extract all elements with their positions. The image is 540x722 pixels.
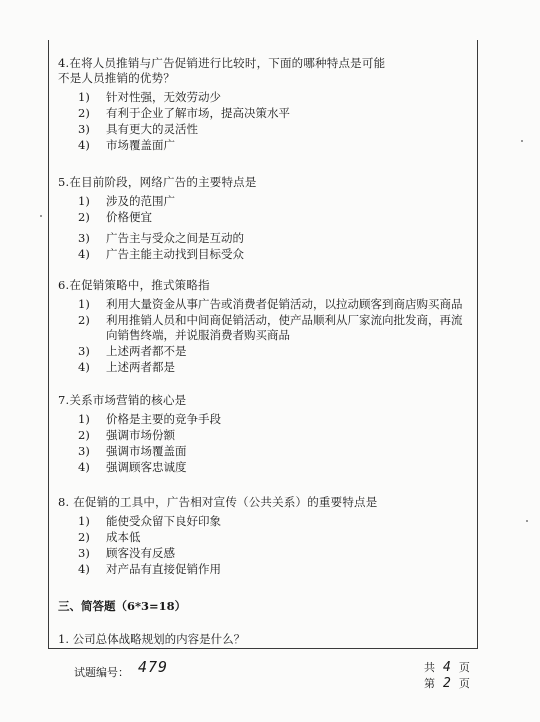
option-text: 价格是主要的竞争手段 xyxy=(106,412,221,426)
option-number: 3) xyxy=(78,444,90,458)
option-text: 利用大量资金从事广告或消费者促销活动，以拉动顾客到商店购买商品 xyxy=(106,297,463,311)
question-stem xyxy=(58,393,468,408)
question-stem-line: 不是人员推销的优势？ xyxy=(58,71,175,85)
option xyxy=(58,106,468,121)
total-pages xyxy=(424,660,470,676)
question-stem xyxy=(58,56,468,86)
option xyxy=(58,210,468,225)
option xyxy=(58,194,468,209)
option-text: 有利于企业了解市场，提高决策水平 xyxy=(106,106,290,120)
current-page-value: 2 xyxy=(443,676,451,691)
option xyxy=(58,360,468,375)
option-number: 4) xyxy=(78,360,90,374)
option xyxy=(58,562,468,577)
question-stem-line: 7.关系市场营销的核心是 xyxy=(58,393,187,407)
option-number: 1) xyxy=(78,90,90,104)
scan-speck xyxy=(526,520,528,522)
question-6 xyxy=(58,278,468,375)
exam-code-value: 479 xyxy=(138,658,169,676)
option-number: 3) xyxy=(78,231,90,245)
option xyxy=(58,138,468,153)
question-stem-line: 6.在促销策略中，推式策略指 xyxy=(58,278,210,292)
option xyxy=(58,460,468,475)
total-pages-value: 4 xyxy=(443,660,451,675)
option-text: 成本低 xyxy=(106,530,141,544)
exam-code-label: 试题编号： xyxy=(74,666,129,679)
option xyxy=(58,428,468,443)
question-7 xyxy=(58,393,468,475)
option-number: 2) xyxy=(78,106,90,120)
option-number: 1) xyxy=(78,194,90,208)
option-text: 顾客没有反感 xyxy=(106,546,175,560)
option xyxy=(58,530,468,545)
option-number: 2) xyxy=(78,530,90,544)
option-text: 强调顾客忠诚度 xyxy=(106,460,187,474)
option xyxy=(58,412,468,427)
scan-speck xyxy=(40,215,42,217)
option xyxy=(58,122,468,137)
option xyxy=(58,546,468,561)
page-count xyxy=(424,660,470,692)
question-4 xyxy=(58,56,468,153)
current-page xyxy=(424,676,470,692)
option xyxy=(58,514,468,529)
option-text: 上述两者都不是 xyxy=(106,344,187,358)
scan-speck xyxy=(521,140,523,142)
option xyxy=(58,344,468,359)
option xyxy=(58,90,468,105)
option-number: 3) xyxy=(78,122,90,136)
option xyxy=(58,297,468,312)
option-text: 强调市场覆盖面 xyxy=(106,444,187,458)
option-number: 4) xyxy=(78,562,90,576)
option-text: 市场覆盖面广 xyxy=(106,138,175,152)
current-page-prefix: 第 xyxy=(424,677,435,690)
option xyxy=(58,313,468,343)
option-number: 4) xyxy=(78,247,90,261)
question-stem xyxy=(58,495,468,510)
short-answer-question: 1. 公司总体战略规划的内容是什么？ xyxy=(58,632,246,646)
option-number: 1) xyxy=(78,412,90,426)
option-text: 对产品有直接促销作用 xyxy=(106,562,221,576)
option-number: 3) xyxy=(78,546,90,560)
option-text: 上述两者都是 xyxy=(106,360,175,374)
option-number: 1) xyxy=(78,514,90,528)
question-stem-line: 5.在目前阶段，网络广告的主要特点是 xyxy=(58,175,257,189)
option-text: 具有更大的灵活性 xyxy=(106,122,198,136)
option-number: 2) xyxy=(78,428,90,442)
question-8 xyxy=(58,495,468,577)
question-stem-line: 8. 在促销的工具中，广告相对宣传（公共关系）的重要特点是 xyxy=(58,495,378,509)
question-5 xyxy=(58,175,468,262)
option-number: 3) xyxy=(78,344,90,358)
option-text: 广告主能主动找到目标受众 xyxy=(106,247,244,261)
option xyxy=(58,444,468,459)
option-text: 广告主与受众之间是互动的 xyxy=(106,231,244,245)
option-number: 4) xyxy=(78,138,90,152)
question-stem-line: 4.在将人员推销与广告促销进行比较时，下面的哪种特点是可能 xyxy=(58,56,386,70)
option-text: 能使受众留下良好印象 xyxy=(106,514,221,528)
option xyxy=(58,247,468,262)
question-stem xyxy=(58,175,468,190)
option-number: 1) xyxy=(78,297,90,311)
question-stem xyxy=(58,278,468,293)
section-title: 三、简答题（6*3=18） xyxy=(58,599,187,613)
option-number: 4) xyxy=(78,460,90,474)
option xyxy=(58,231,468,246)
option-text: 利用推销人员和中间商促销活动，使产品顺利从厂家流向批发商，再流向销售终端，并说服消费者购买商品 xyxy=(106,313,463,342)
total-pages-prefix: 共 xyxy=(424,661,435,674)
option-text: 强调市场份额 xyxy=(106,428,175,442)
option-text: 涉及的范围广 xyxy=(106,194,175,208)
exam-content xyxy=(58,42,468,647)
option-number: 2) xyxy=(78,313,90,327)
option-text: 针对性强，无效劳动少 xyxy=(106,90,221,104)
current-page-suffix: 页 xyxy=(458,677,470,690)
option-number: 2) xyxy=(78,210,90,224)
option-text: 价格便宜 xyxy=(106,210,152,224)
total-pages-suffix: 页 xyxy=(458,661,470,674)
